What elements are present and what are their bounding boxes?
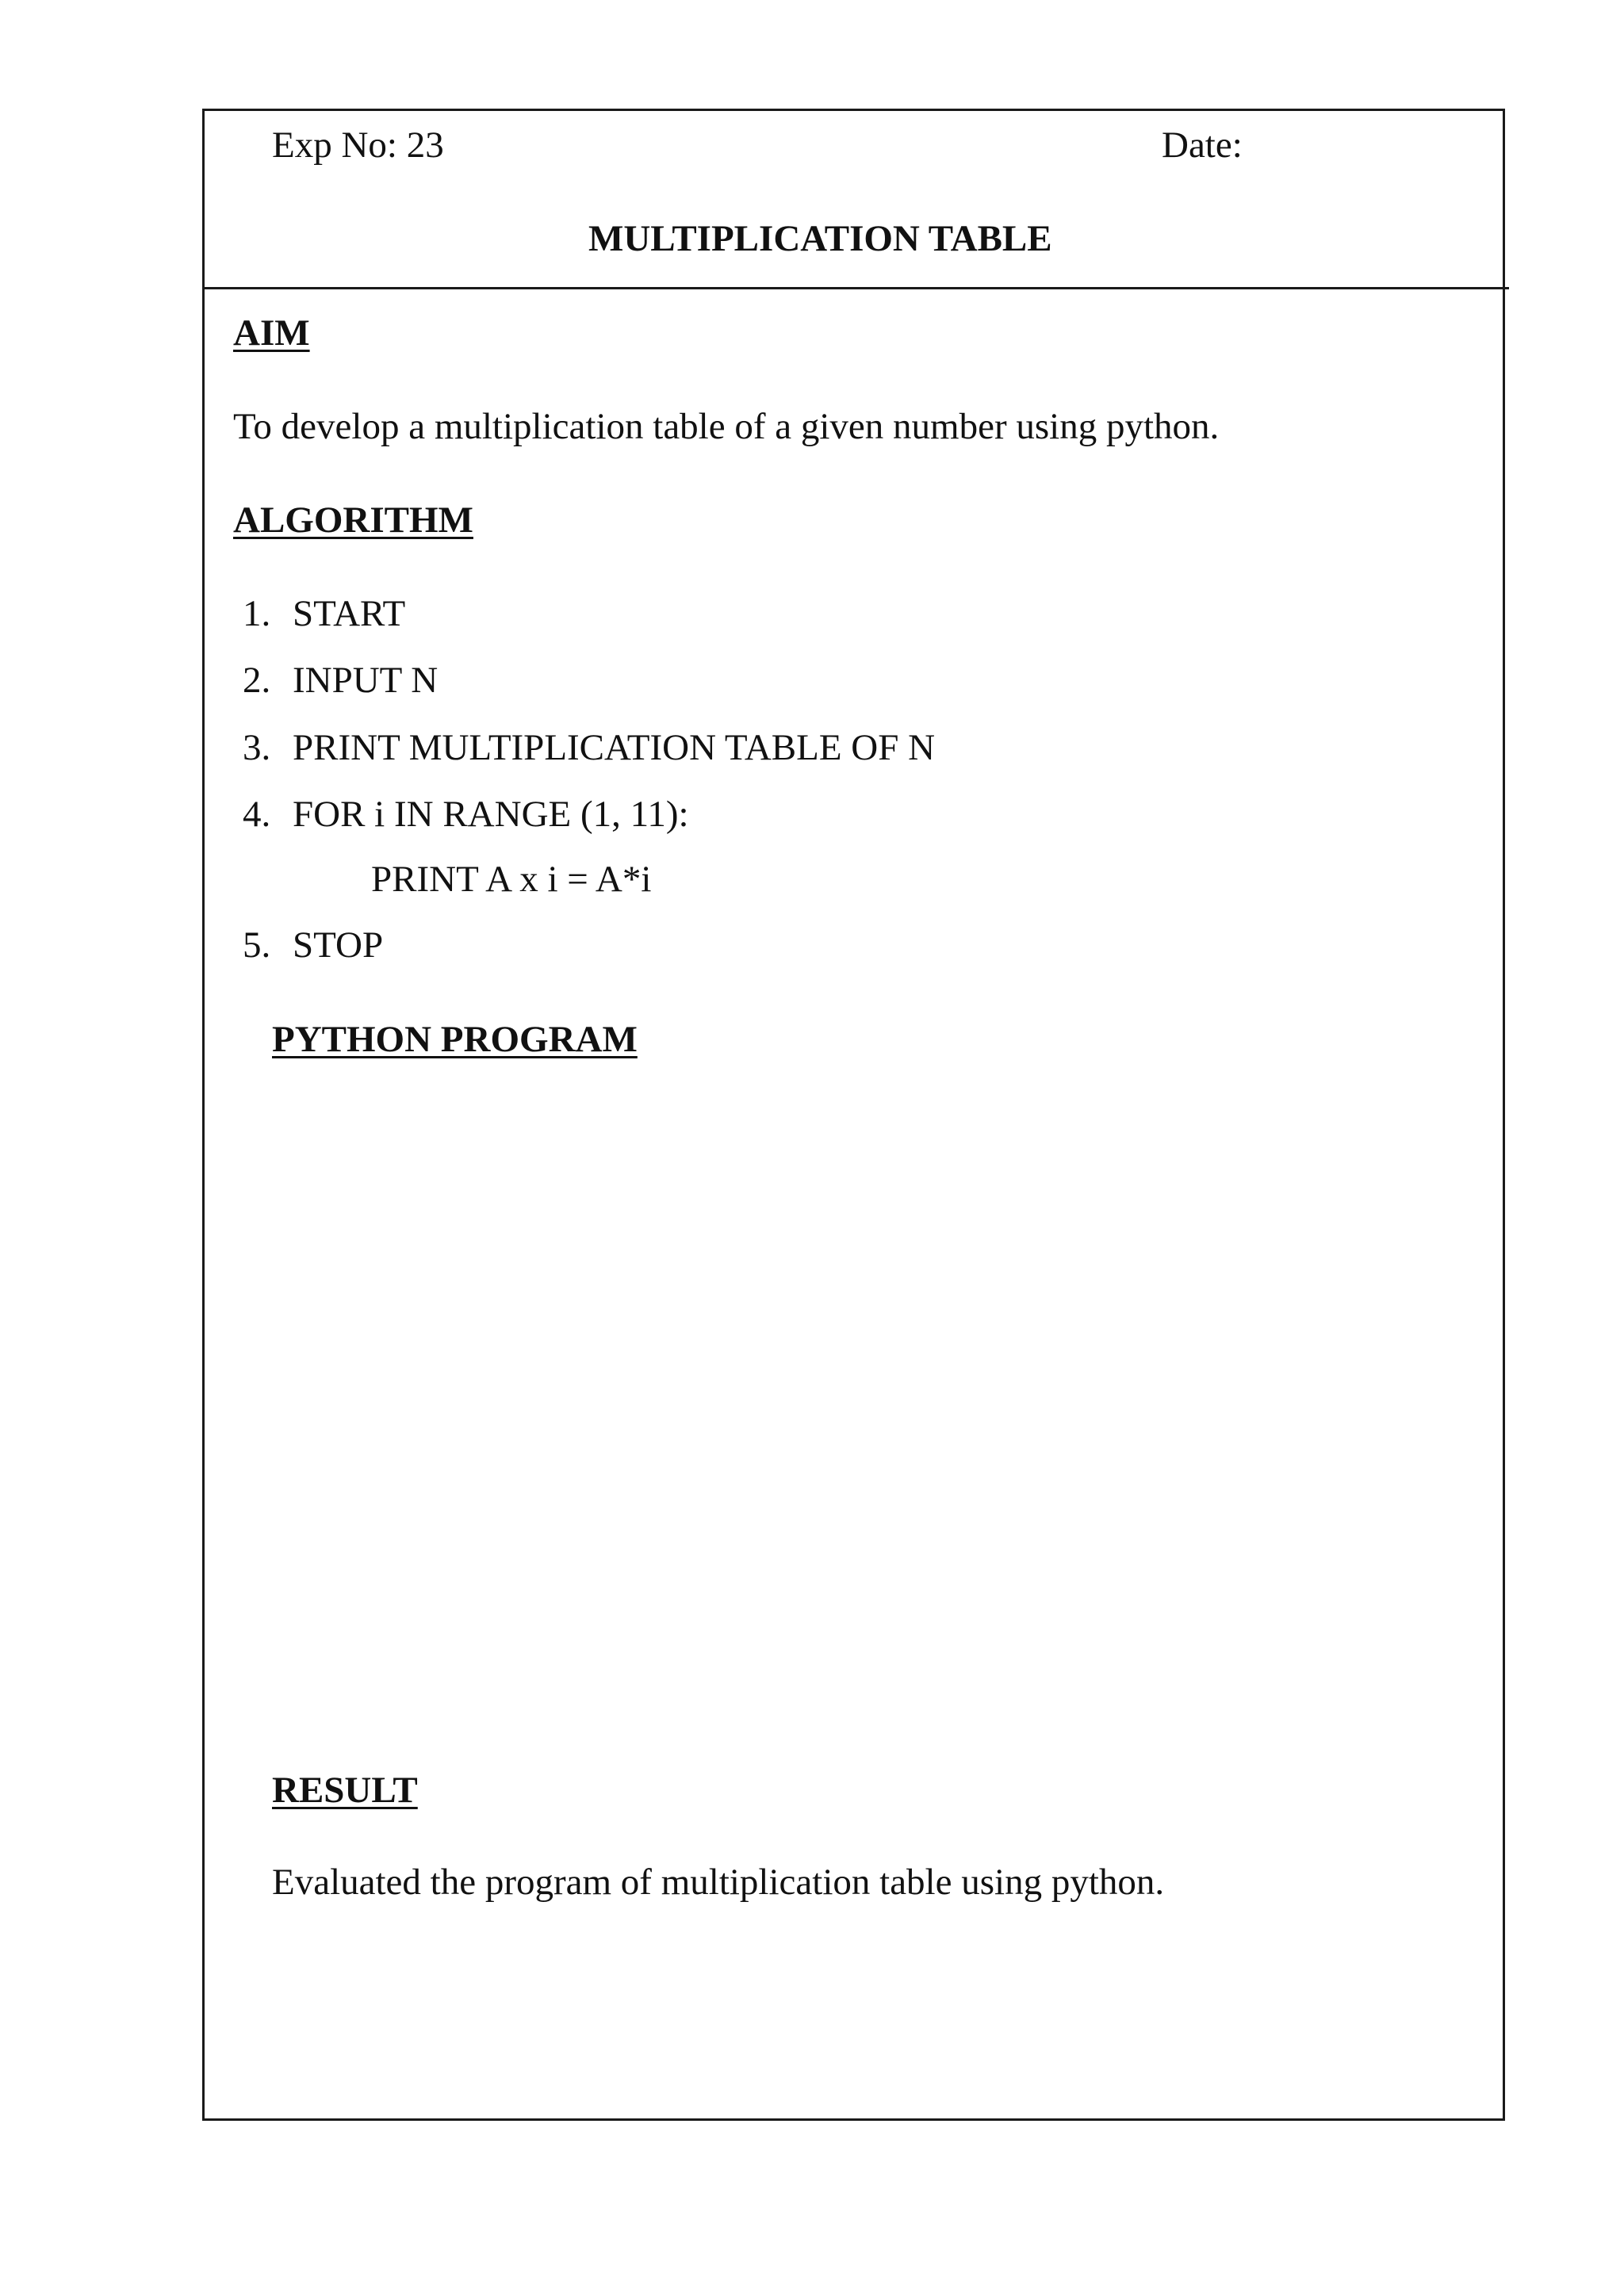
header-divider — [202, 287, 1509, 289]
step-number: 3. — [243, 727, 271, 768]
step-number: 1. — [243, 593, 271, 634]
aim-text: To develop a multiplication table of a given number using python. — [233, 406, 1220, 447]
aim-heading: AIM — [233, 312, 310, 354]
result-heading: RESULT — [272, 1770, 418, 1811]
date-label: Date: — [1162, 124, 1243, 166]
step-text: PRINT MULTIPLICATION TABLE OF N — [293, 727, 936, 768]
algorithm-heading: ALGORITHM — [233, 499, 473, 541]
step-text: INPUT N — [293, 660, 439, 701]
python-program-heading: PYTHON PROGRAM — [272, 1019, 638, 1060]
step-substatement: PRINT A x i = A*i — [371, 859, 652, 900]
step-text: STOP — [293, 924, 384, 966]
exp-number: Exp No: 23 — [272, 124, 444, 166]
step-text: FOR i IN RANGE (1, 11): — [293, 794, 689, 835]
page-title: MULTIPLICATION TABLE — [588, 218, 1052, 259]
result-text: Evaluated the program of multiplication table using python. — [272, 1862, 1165, 1903]
step-number: 5. — [243, 924, 271, 966]
step-text: START — [293, 593, 406, 634]
step-number: 2. — [243, 660, 271, 701]
step-number: 4. — [243, 794, 271, 835]
